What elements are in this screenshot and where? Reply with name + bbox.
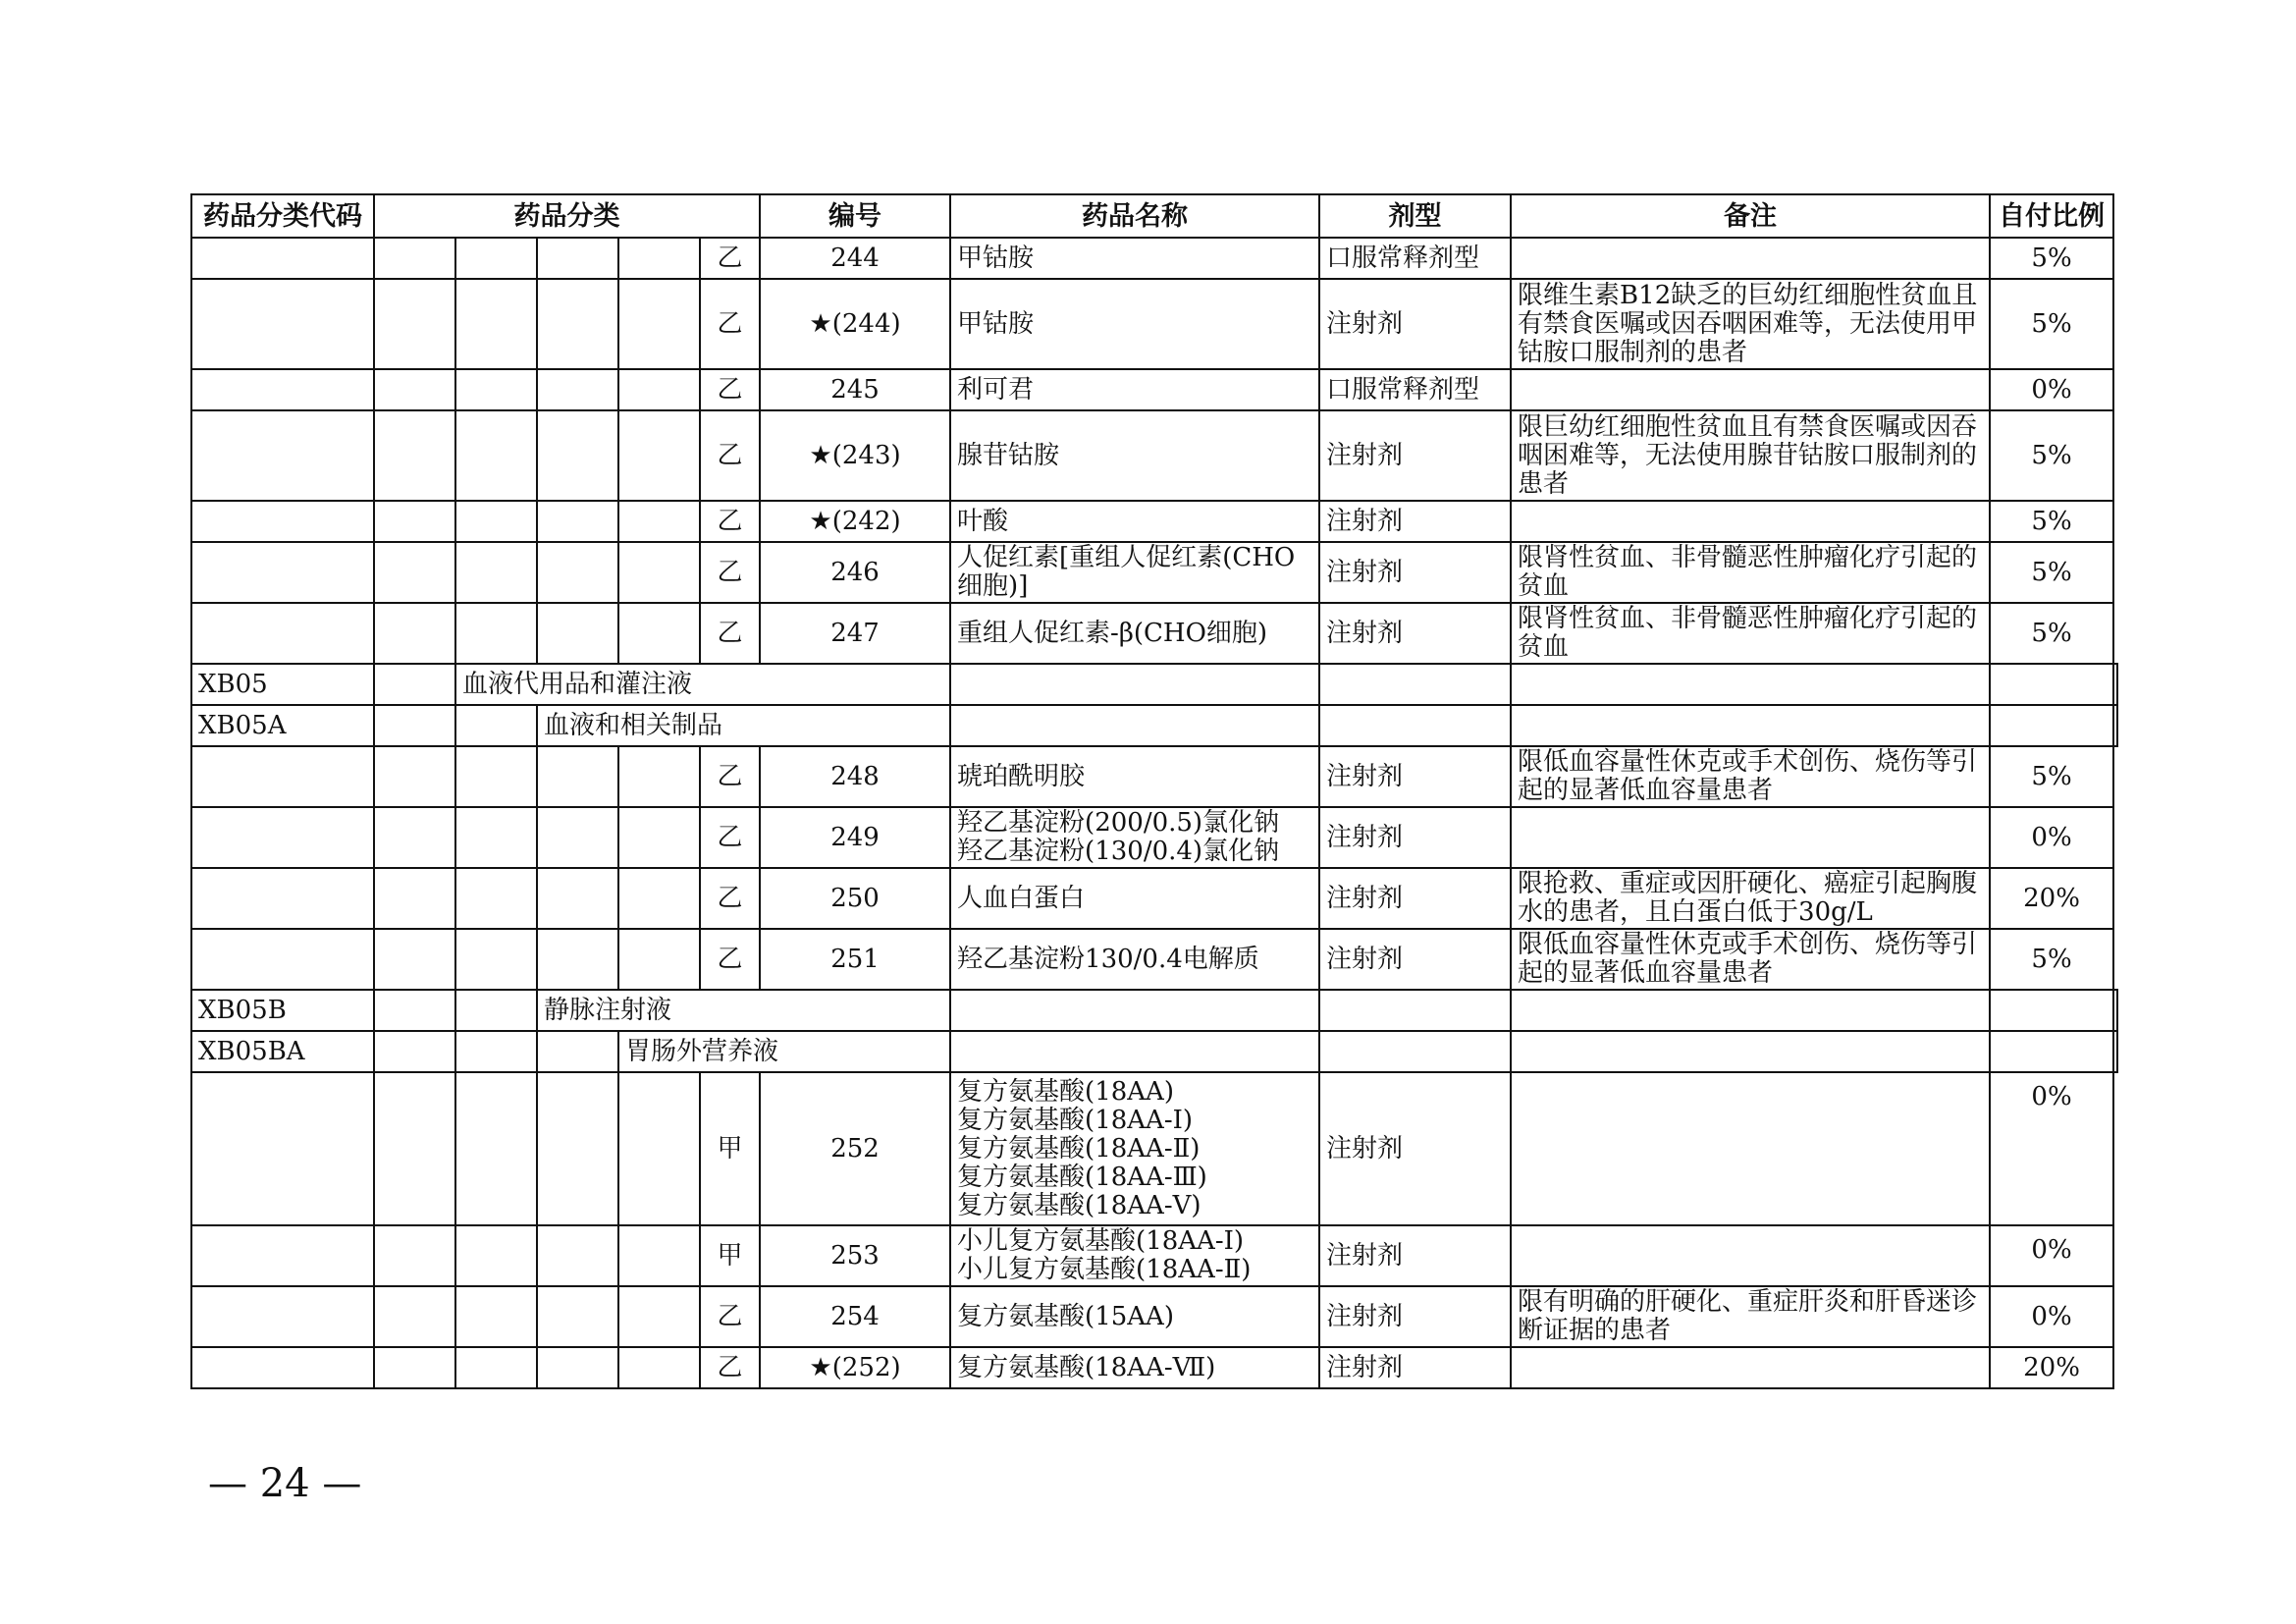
- category-indent-cell: [455, 542, 537, 603]
- category-indent-cell: [374, 807, 455, 868]
- category-code: [191, 746, 374, 807]
- table-row: [191, 807, 2117, 868]
- drug-name: 复方氨基酸(18AA-Ⅰ): [957, 1105, 1194, 1135]
- remark-cell: 限巨幼红细胞性贫血且有禁食医嘱或因吞咽困难等，无法使用腺苷钴胺口服制剂的患者: [1511, 410, 1990, 501]
- category-indent-cell: [455, 746, 537, 807]
- category-indent-cell: [374, 279, 455, 369]
- self-pay-ratio-cell: 5%: [1990, 746, 2113, 807]
- number-cell: 247: [760, 603, 950, 664]
- category-indent-cell: [455, 1286, 537, 1347]
- drug-name: 人促红素[重组人促红素(CHO细胞)]: [957, 543, 1296, 601]
- category-indent-cell: [374, 990, 455, 1031]
- drug-name: 小儿复方氨基酸(18AA-Ⅱ): [957, 1255, 1252, 1284]
- category-indent-cell: [455, 1031, 537, 1072]
- category-code: [191, 807, 374, 868]
- remark-cell: [1990, 1031, 2113, 1072]
- category-indent-cell: [537, 929, 618, 990]
- drug-name: 复方氨基酸(18AA): [957, 1076, 1174, 1107]
- header-category: 药品分类: [374, 194, 760, 238]
- table-row: [191, 410, 2117, 501]
- drug-name: 甲钴胺: [957, 308, 1035, 339]
- category-indent-cell: [374, 1286, 455, 1347]
- category-indent-cell: [455, 929, 537, 990]
- number-cell: 253: [760, 1225, 950, 1286]
- remark-cell: [1511, 369, 1990, 410]
- category-label: 血液和相关制品: [537, 705, 950, 746]
- drug-name-cell: [950, 1286, 1319, 1347]
- grade-cell: 乙: [700, 1286, 760, 1347]
- table-row: [191, 603, 2117, 664]
- category-indent-cell: [618, 1286, 700, 1347]
- category-row: [191, 1031, 2117, 1072]
- category-indent-cell: [618, 238, 700, 279]
- category-indent-cell: [455, 238, 537, 279]
- table-row: [191, 1286, 2117, 1347]
- grade-cell: 乙: [700, 929, 760, 990]
- drug-name: 复方氨基酸(15AA): [957, 1301, 1174, 1331]
- category-indent-cell: [618, 1225, 700, 1286]
- grade-cell: 乙: [700, 868, 760, 929]
- category-indent-cell: [537, 279, 618, 369]
- category-indent-cell: [618, 868, 700, 929]
- table-row: [191, 542, 2117, 603]
- category-indent-cell: [537, 807, 618, 868]
- category-row: [191, 664, 2117, 705]
- number-cell: [950, 705, 1319, 746]
- category-indent-cell: [537, 1286, 618, 1347]
- drug-name: 叶酸: [957, 506, 1009, 536]
- name-cell: [1319, 705, 1511, 746]
- self-pay-ratio-cell: 0%: [1990, 1286, 2113, 1347]
- category-indent-cell: [618, 279, 700, 369]
- drug-name: 腺苷钴胺: [957, 440, 1060, 470]
- drug-name-cell: [950, 410, 1319, 501]
- drug-name: 甲钴胺: [957, 243, 1035, 273]
- category-indent-cell: [455, 990, 537, 1031]
- category-indent-cell: [618, 603, 700, 664]
- remark-cell: [1990, 990, 2113, 1031]
- category-row: [191, 990, 2117, 1031]
- category-indent-cell: [537, 868, 618, 929]
- drug-name: 重组人促红素-β(CHO细胞): [957, 618, 1268, 648]
- drug-name: 琥珀酰明胶: [957, 761, 1086, 791]
- category-code: [191, 603, 374, 664]
- category-indent-cell: [374, 1225, 455, 1286]
- remark-cell: [1990, 705, 2113, 746]
- category-indent-cell: [374, 929, 455, 990]
- number-cell: ★(244): [760, 279, 950, 369]
- category-indent-cell: [455, 1225, 537, 1286]
- grade-cell: 甲: [700, 1072, 760, 1225]
- category-indent-cell: [374, 410, 455, 501]
- dosage-form-cell: 注射剂: [1319, 603, 1511, 664]
- remark-cell: 限低血容量性休克或手术创伤、烧伤等引起的显著低血容量患者: [1511, 929, 1990, 990]
- drug-name: 复方氨基酸(18AA-Ⅱ): [957, 1133, 1201, 1164]
- category-indent-cell: [618, 746, 700, 807]
- category-indent-cell: [618, 807, 700, 868]
- grade-cell: 乙: [700, 807, 760, 868]
- table-row: [191, 369, 2117, 410]
- category-code: [191, 369, 374, 410]
- drug-catalog-table: [190, 193, 2118, 1389]
- category-label: 胃肠外营养液: [618, 1031, 950, 1072]
- category-indent-cell: [455, 807, 537, 868]
- category-indent-cell: [537, 1347, 618, 1388]
- category-code: [191, 1072, 374, 1225]
- page-number: — 24 —: [208, 1461, 362, 1506]
- category-code: [191, 1286, 374, 1347]
- category-indent-cell: [374, 238, 455, 279]
- header-form: 剂型: [1319, 194, 1511, 238]
- remark-cell: [1511, 1072, 1990, 1225]
- self-pay-ratio-cell: 5%: [1990, 929, 2113, 990]
- drug-name-cell: [950, 542, 1319, 603]
- category-code: [191, 279, 374, 369]
- self-pay-ratio-cell: 5%: [1990, 542, 2113, 603]
- number-cell: 251: [760, 929, 950, 990]
- category-indent-cell: [537, 369, 618, 410]
- self-pay-ratio-cell: 5%: [1990, 279, 2113, 369]
- category-code: XB05A: [191, 705, 374, 746]
- ratio-cell: [2113, 664, 2117, 705]
- category-indent-cell: [374, 1031, 455, 1072]
- header-remark: 备注: [1511, 194, 1990, 238]
- category-indent-cell: [537, 410, 618, 501]
- drug-name: 复方氨基酸(18AA-Ⅴ): [957, 1190, 1201, 1220]
- category-indent-cell: [455, 410, 537, 501]
- grade-cell: 乙: [700, 279, 760, 369]
- category-indent-cell: [374, 501, 455, 542]
- category-indent-cell: [537, 603, 618, 664]
- grade-cell: 乙: [700, 410, 760, 501]
- remark-cell: 限肾性贫血、非骨髓恶性肿瘤化疗引起的贫血: [1511, 542, 1990, 603]
- category-indent-cell: [374, 1347, 455, 1388]
- form-cell: [1511, 705, 1990, 746]
- category-indent-cell: [618, 542, 700, 603]
- number-cell: 249: [760, 807, 950, 868]
- name-cell: [1319, 664, 1511, 705]
- header-name: 药品名称: [950, 194, 1319, 238]
- category-code: [191, 542, 374, 603]
- number-cell: 245: [760, 369, 950, 410]
- number-cell: ★(242): [760, 501, 950, 542]
- dosage-form-cell: 注射剂: [1319, 868, 1511, 929]
- dosage-form-cell: 注射剂: [1319, 1347, 1511, 1388]
- category-code: [191, 410, 374, 501]
- grade-cell: 乙: [700, 1347, 760, 1388]
- dosage-form-cell: 注射剂: [1319, 279, 1511, 369]
- category-indent-cell: [537, 746, 618, 807]
- dosage-form-cell: 注射剂: [1319, 807, 1511, 868]
- category-indent-cell: [374, 1072, 455, 1225]
- category-code: [191, 1225, 374, 1286]
- drug-name-cell: [950, 279, 1319, 369]
- self-pay-ratio-cell: 0%: [1990, 1225, 2113, 1286]
- remark-cell: 限维生素B12缺乏的巨幼红细胞性贫血且有禁食医嘱或因吞咽困难等，无法使用甲钴胺口服制剂的患者: [1511, 279, 1990, 369]
- header-ratio: 自付比例: [1990, 194, 2113, 238]
- category-indent-cell: [455, 1072, 537, 1225]
- category-code: XB05B: [191, 990, 374, 1031]
- drug-name-cell: [950, 501, 1319, 542]
- remark-cell: 限低血容量性休克或手术创伤、烧伤等引起的显著低血容量患者: [1511, 746, 1990, 807]
- category-indent-cell: [374, 868, 455, 929]
- drug-name-cell: [950, 369, 1319, 410]
- self-pay-ratio-cell: 20%: [1990, 1347, 2113, 1388]
- grade-cell: 乙: [700, 238, 760, 279]
- drug-name: 羟乙基淀粉(130/0.4)氯化钠: [957, 837, 1280, 866]
- category-code: XB05: [191, 664, 374, 705]
- remark-cell: [1511, 1225, 1990, 1286]
- category-indent-cell: [374, 603, 455, 664]
- header-code: 药品分类代码: [191, 194, 374, 238]
- drug-name-cell: [950, 868, 1319, 929]
- category-indent-cell: [618, 1072, 700, 1225]
- form-cell: [1511, 1031, 1990, 1072]
- self-pay-ratio-cell: 5%: [1990, 501, 2113, 542]
- drug-name: 利可君: [957, 374, 1035, 405]
- drug-name-cell: [950, 746, 1319, 807]
- category-indent-cell: [537, 542, 618, 603]
- drug-name-cell: [950, 1072, 1319, 1225]
- dosage-form-cell: 注射剂: [1319, 929, 1511, 990]
- name-cell: [1319, 990, 1511, 1031]
- category-code: [191, 929, 374, 990]
- category-code: [191, 501, 374, 542]
- grade-cell: 乙: [700, 603, 760, 664]
- category-indent-cell: [455, 501, 537, 542]
- table-row: [191, 501, 2117, 542]
- table-row: [191, 868, 2117, 929]
- number-cell: [950, 664, 1319, 705]
- category-indent-cell: [537, 238, 618, 279]
- category-indent-cell: [618, 1347, 700, 1388]
- dosage-form-cell: 注射剂: [1319, 746, 1511, 807]
- drug-name: 复方氨基酸(18AA-Ⅶ): [957, 1352, 1216, 1382]
- name-cell: [1319, 1031, 1511, 1072]
- category-indent-cell: [537, 1225, 618, 1286]
- dosage-form-cell: 注射剂: [1319, 501, 1511, 542]
- category-indent-cell: [374, 542, 455, 603]
- table-row: [191, 1347, 2117, 1388]
- category-indent-cell: [455, 603, 537, 664]
- category-indent-cell: [618, 369, 700, 410]
- drug-name: 复方氨基酸(18AA-Ⅲ): [957, 1162, 1207, 1192]
- category-indent-cell: [455, 705, 537, 746]
- dosage-form-cell: 注射剂: [1319, 410, 1511, 501]
- drug-name-cell: [950, 603, 1319, 664]
- category-row: [191, 705, 2117, 746]
- self-pay-ratio-cell: 5%: [1990, 410, 2113, 501]
- number-cell: [950, 1031, 1319, 1072]
- category-code: [191, 1347, 374, 1388]
- drug-name-cell: [950, 807, 1319, 868]
- ratio-cell: [2113, 990, 2117, 1031]
- self-pay-ratio-cell: 20%: [1990, 868, 2113, 929]
- number-cell: ★(243): [760, 410, 950, 501]
- drug-name: 人血白蛋白: [957, 883, 1086, 913]
- grade-cell: 甲: [700, 1225, 760, 1286]
- number-cell: 252: [760, 1072, 950, 1225]
- drug-name: 羟乙基淀粉(200/0.5)氯化钠: [957, 808, 1280, 838]
- category-indent-cell: [618, 501, 700, 542]
- table-row: [191, 1225, 2117, 1286]
- self-pay-ratio-cell: 5%: [1990, 238, 2113, 279]
- drug-name-cell: [950, 1225, 1319, 1286]
- table-row: [191, 746, 2117, 807]
- remark-cell: 限肾性贫血、非骨髓恶性肿瘤化疗引起的贫血: [1511, 603, 1990, 664]
- remark-cell: [1511, 501, 1990, 542]
- category-indent-cell: [537, 1072, 618, 1225]
- drug-name-cell: [950, 1347, 1319, 1388]
- form-cell: [1511, 664, 1990, 705]
- category-indent-cell: [537, 501, 618, 542]
- table-row: [191, 929, 2117, 990]
- number-cell: 248: [760, 746, 950, 807]
- category-code: XB05BA: [191, 1031, 374, 1072]
- number-cell: 244: [760, 238, 950, 279]
- category-indent-cell: [455, 279, 537, 369]
- self-pay-ratio-cell: 0%: [1990, 369, 2113, 410]
- category-indent-cell: [455, 1347, 537, 1388]
- category-indent-cell: [374, 746, 455, 807]
- remark-cell: [1511, 1347, 1990, 1388]
- category-indent-cell: [455, 868, 537, 929]
- ratio-cell: [2113, 705, 2117, 746]
- drug-name: 小儿复方氨基酸(18AA-Ⅰ): [957, 1226, 1245, 1256]
- ratio-cell: [2113, 1031, 2117, 1072]
- number-cell: ★(252): [760, 1347, 950, 1388]
- table-row: [191, 1072, 2117, 1225]
- dosage-form-cell: 注射剂: [1319, 1072, 1511, 1225]
- dosage-form-cell: 注射剂: [1319, 1225, 1511, 1286]
- category-indent-cell: [374, 705, 455, 746]
- remark-cell: 限有明确的肝硬化、重症肝炎和肝昏迷诊断证据的患者: [1511, 1286, 1990, 1347]
- number-cell: 246: [760, 542, 950, 603]
- remark-cell: 限抢救、重症或因肝硬化、癌症引起胸腹水的患者，且白蛋白低于30g/L: [1511, 868, 1990, 929]
- remark-cell: [1511, 807, 1990, 868]
- remark-cell: [1990, 664, 2113, 705]
- category-indent-cell: [374, 369, 455, 410]
- dosage-form-cell: 注射剂: [1319, 542, 1511, 603]
- category-label: 血液代用品和灌注液: [455, 664, 950, 705]
- grade-cell: 乙: [700, 369, 760, 410]
- remark-cell: [1511, 238, 1990, 279]
- table-row: [191, 279, 2117, 369]
- category-indent-cell: [618, 929, 700, 990]
- number-cell: [950, 990, 1319, 1031]
- header-number: 编号: [760, 194, 950, 238]
- category-indent-cell: [374, 664, 455, 705]
- category-indent-cell: [537, 1031, 618, 1072]
- table-header-row: [191, 194, 2117, 238]
- grade-cell: 乙: [700, 501, 760, 542]
- drug-name-cell: [950, 238, 1319, 279]
- self-pay-ratio-cell: 5%: [1990, 603, 2113, 664]
- self-pay-ratio-cell: 0%: [1990, 807, 2113, 868]
- table-body: [191, 238, 2117, 1388]
- dosage-form-cell: 口服常释剂型: [1319, 238, 1511, 279]
- dosage-form-cell: 注射剂: [1319, 1286, 1511, 1347]
- category-code: [191, 238, 374, 279]
- category-indent-cell: [455, 369, 537, 410]
- grade-cell: 乙: [700, 542, 760, 603]
- self-pay-ratio-cell: 0%: [1990, 1072, 2113, 1225]
- drug-name: 羟乙基淀粉130/0.4电解质: [957, 944, 1259, 974]
- category-code: [191, 868, 374, 929]
- number-cell: 250: [760, 868, 950, 929]
- category-indent-cell: [618, 410, 700, 501]
- number-cell: 254: [760, 1286, 950, 1347]
- drug-name-cell: [950, 929, 1319, 990]
- form-cell: [1511, 990, 1990, 1031]
- grade-cell: 乙: [700, 746, 760, 807]
- table-row: [191, 238, 2117, 279]
- category-label: 静脉注射液: [537, 990, 950, 1031]
- dosage-form-cell: 口服常释剂型: [1319, 369, 1511, 410]
